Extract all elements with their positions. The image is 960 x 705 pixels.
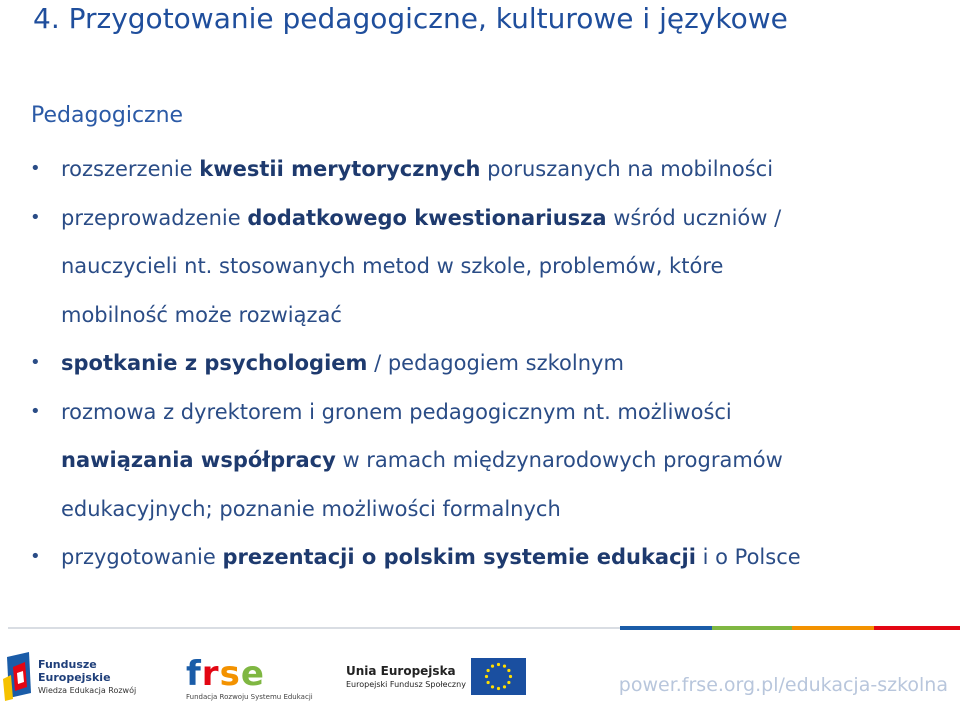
bold-text: spotkanie z psychologiem: [61, 351, 368, 375]
ue-line2: Europejski Fundusz Społeczny: [346, 680, 466, 689]
fe-line1: Fundusze: [38, 658, 97, 671]
bullet-line: [61, 339, 940, 388]
eu-star: [497, 663, 500, 666]
frse-subtitle: Fundacja Rozwoju Systemu Edukacji: [186, 693, 313, 701]
text: / pedagogiem szkolnym: [367, 351, 624, 375]
bullet-item: [0, 145, 940, 194]
unia-europejska-text: [346, 664, 466, 692]
ue-line1: Unia Europejska: [346, 664, 456, 678]
eu-star: [507, 681, 510, 684]
eu-star: [487, 681, 490, 684]
bullet-item: [0, 339, 940, 388]
eu-flag-icon: [471, 658, 526, 695]
eu-star: [507, 669, 510, 672]
eu-star: [485, 675, 488, 678]
bullet-line: [61, 242, 940, 291]
bold-text: nawiązania współpracy: [61, 448, 336, 472]
slide-title: 4. Przygotowanie pedagogiczne, kulturowe i językowe: [33, 2, 788, 35]
section-heading: Pedagogiczne: [31, 103, 184, 128]
frse-letter: r: [201, 654, 220, 694]
frse-letter: e: [240, 654, 265, 694]
bullet-line: [61, 485, 940, 534]
bold-text: prezentacji o polskim systemie edukacji: [222, 545, 696, 569]
eu-star: [509, 675, 512, 678]
text: w ramach międzynarodowych programów: [335, 448, 783, 472]
bullet-list: [0, 145, 940, 582]
fundusze-europejskie-text: [38, 658, 136, 697]
eu-star: [487, 669, 490, 672]
frse-letter: f: [186, 654, 202, 694]
eu-star: [491, 685, 494, 688]
eu-star: [497, 687, 500, 690]
fe-line2: Europejskie: [38, 671, 111, 684]
bullet-line: [61, 533, 940, 582]
footer-url[interactable]: power.frse.org.pl/edukacja-szkolna: [618, 674, 948, 696]
frse-letters: [186, 654, 313, 694]
text: nauczycieli nt. stosowanych metod w szkole, problemów, które: [61, 254, 724, 278]
bullet-item: [0, 388, 940, 534]
fe-line3: Wiedza Edukacja Rozwój: [38, 686, 137, 695]
bullet-item: [0, 194, 940, 340]
text: rozmowa z dyrektorem i gronem pedagogicznym nt. możliwości: [61, 399, 732, 424]
text: poruszanych na mobilności: [480, 157, 774, 181]
text: przeprowadzenie: [61, 205, 248, 230]
bullet-line: [61, 388, 940, 437]
bullet-line: [61, 194, 940, 243]
frse-logo: [186, 654, 313, 701]
eu-star: [503, 685, 506, 688]
text: rozszerzenie: [61, 157, 200, 181]
frse-letter: s: [219, 654, 241, 694]
bold-text: dodatkowego kwestionariusza: [247, 205, 607, 230]
text: edukacyjnych; poznanie możliwości formalnych: [61, 496, 561, 521]
text: mobilność może rozwiązać: [61, 302, 342, 327]
text: przygotowanie: [61, 545, 223, 569]
bullet-line: [61, 291, 940, 340]
footer-divider: [8, 626, 960, 630]
eu-star: [491, 665, 494, 668]
bullet-item: [0, 533, 940, 582]
bold-text: kwestii merytorycznych: [199, 157, 481, 181]
eu-star: [503, 665, 506, 668]
text: wśród uczniów /: [606, 205, 782, 230]
bullet-line: [61, 145, 940, 194]
bullet-line: [61, 436, 940, 485]
text: i o Polsce: [695, 545, 801, 569]
